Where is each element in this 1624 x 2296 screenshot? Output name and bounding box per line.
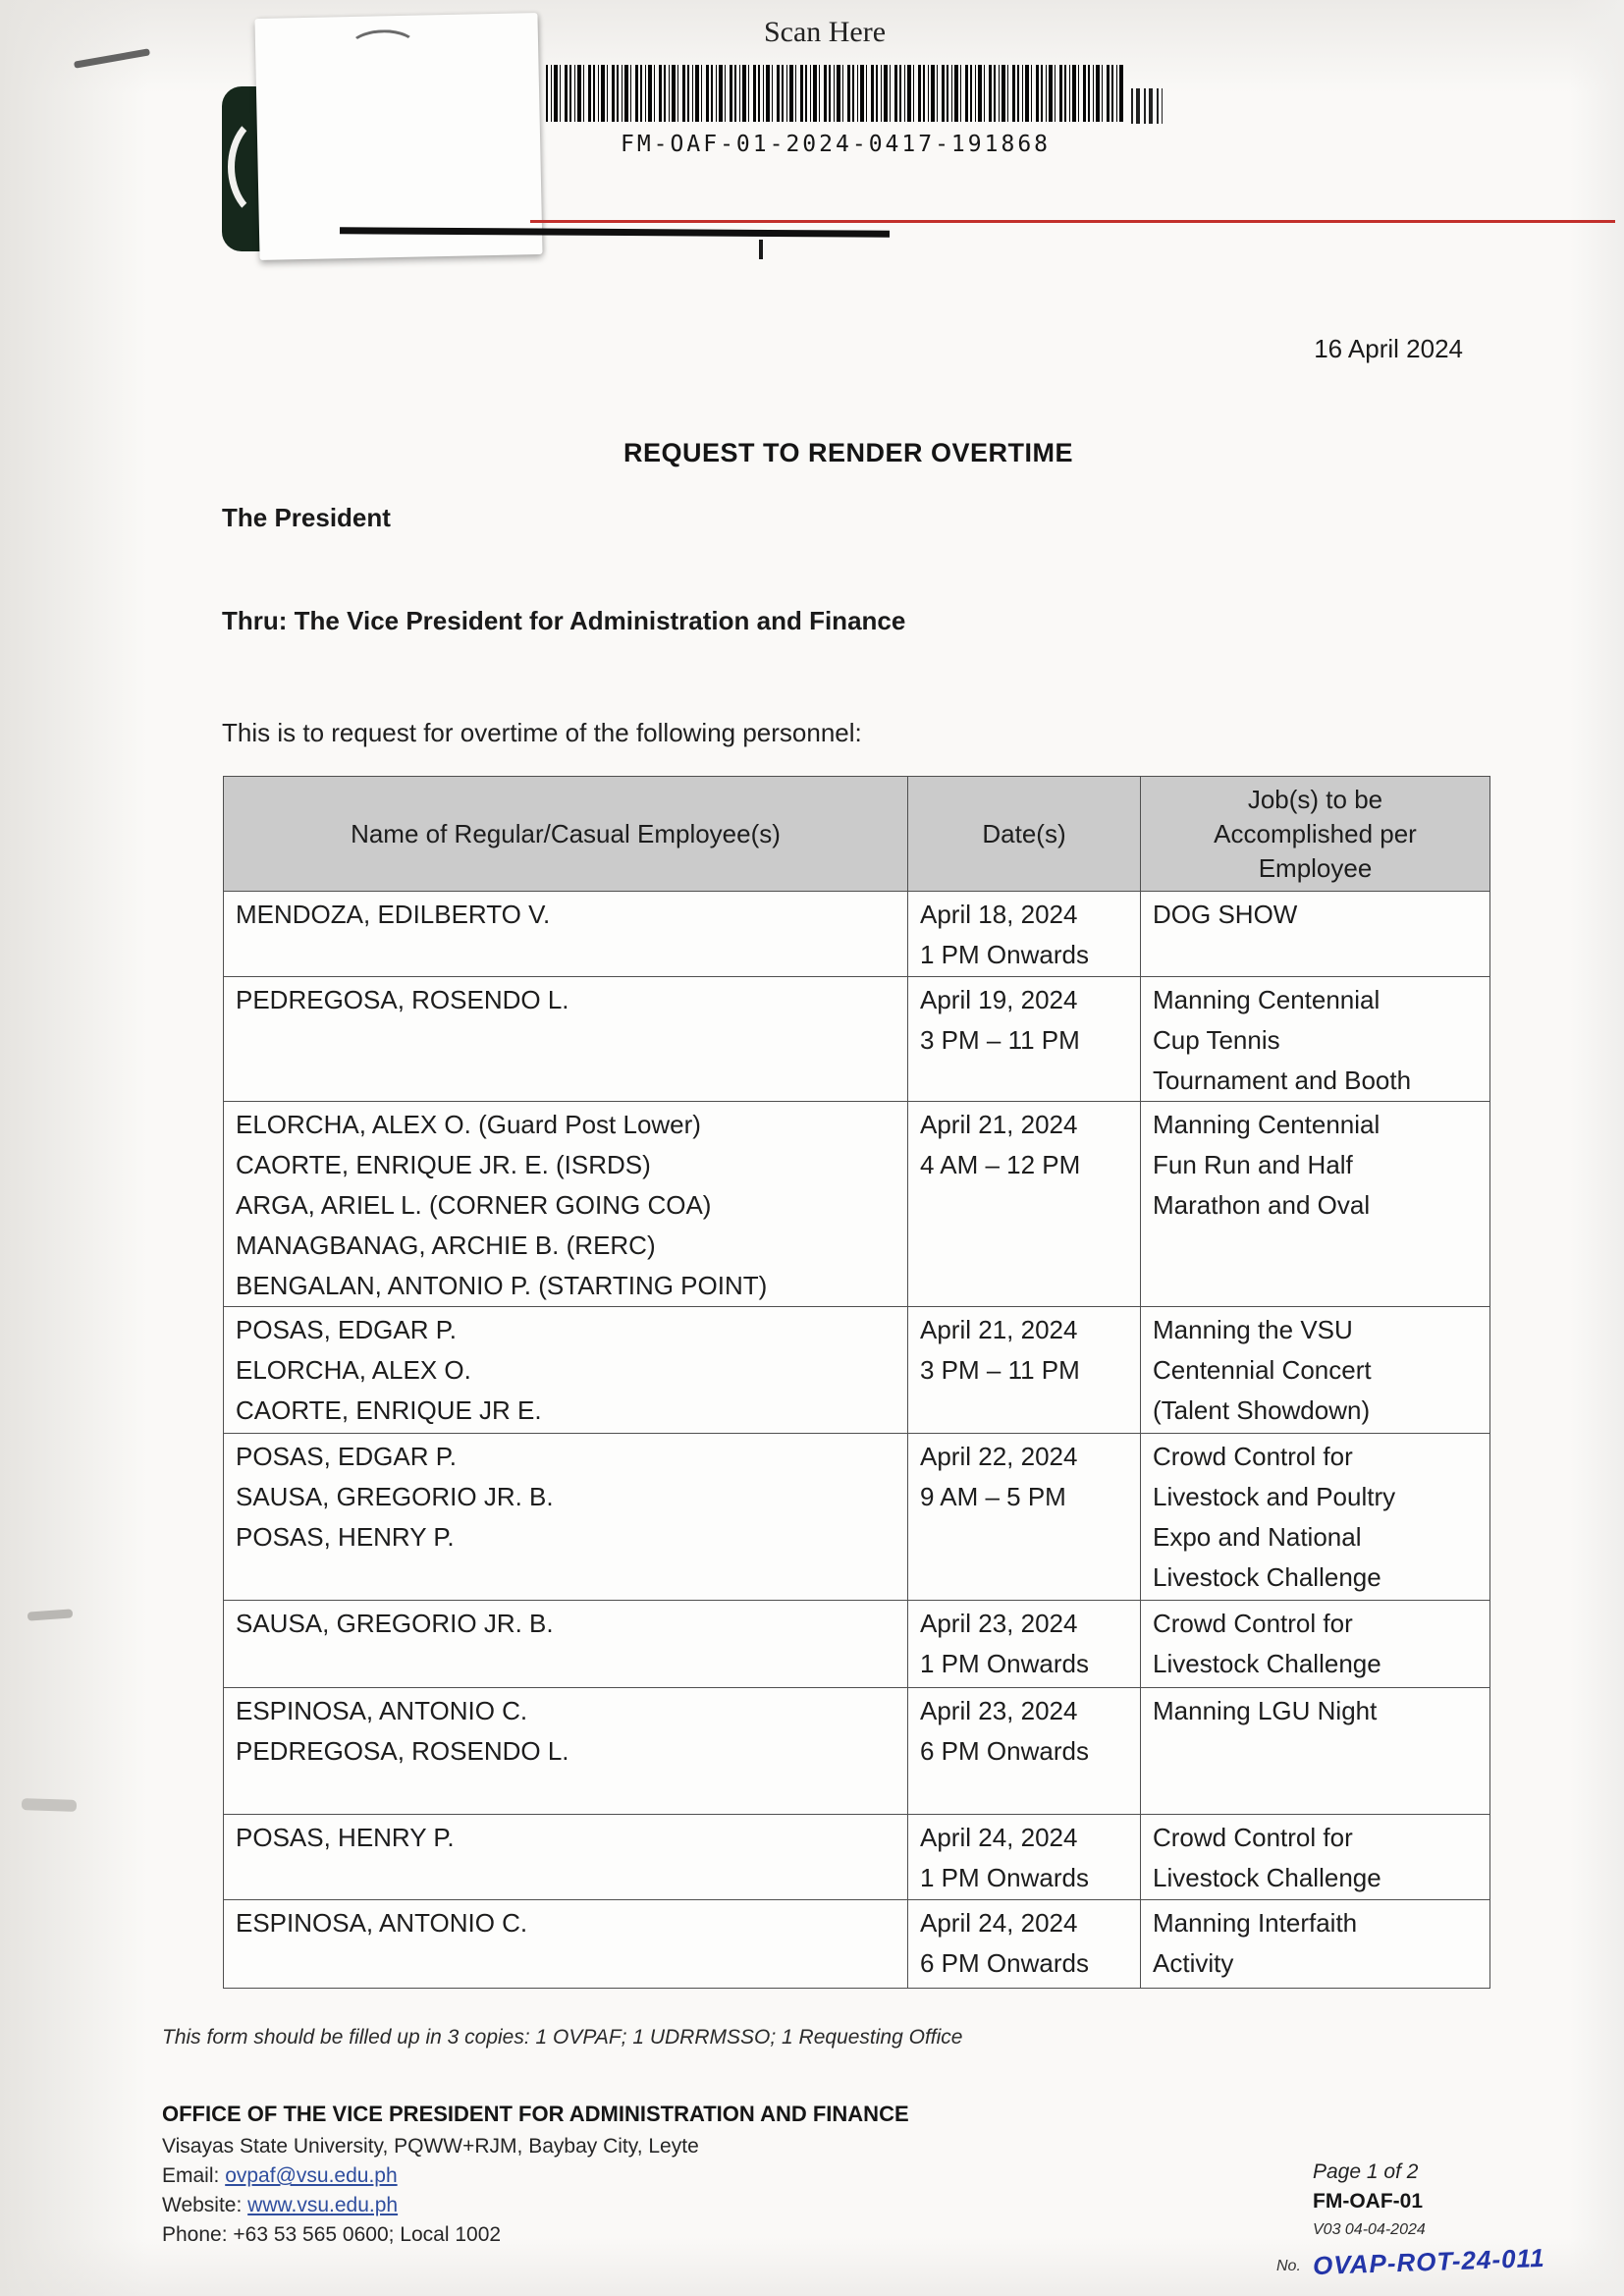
page-number: Page 1 of 2 — [1313, 2160, 1419, 2183]
letterhead-red-line — [530, 220, 1615, 223]
copies-note: This form should be filled up in 3 copies: 1 OVPAF; 1 UDRRMSSO; 1 Requesting Office — [162, 2026, 963, 2049]
names-cell: POSAS, HENRY P. — [224, 1815, 908, 1900]
jobs-cell: Crowd Control for Livestock and Poultry Expo and National Livestock Challenge — [1141, 1434, 1490, 1601]
barcode — [546, 65, 1125, 122]
names-cell: SAUSA, GREGORIO JR. B. — [224, 1601, 908, 1688]
names-cell: MENDOZA, EDILBERTO V. — [224, 892, 908, 977]
jobs-cell: Manning Centennial Fun Run and Half Marathon and Oval — [1141, 1102, 1490, 1307]
jobs-cell: Manning the VSU Centennial Concert (Talent Showdown) — [1141, 1307, 1490, 1434]
table-row — [224, 892, 1490, 977]
names-cell: POSAS, EDGAR P. ELORCHA, ALEX O. CAORTE, ENRIQUE JR E. — [224, 1307, 908, 1434]
table-row — [224, 1815, 1490, 1900]
table-row — [224, 1307, 1490, 1434]
dates-cell: April 22, 2024 9 AM – 5 PM — [908, 1434, 1141, 1601]
dates-cell: April 21, 2024 3 PM – 11 PM — [908, 1307, 1141, 1434]
office-address: Visayas State University, PQWW+RJM, Baybay City, Leyte — [162, 2135, 699, 2158]
website-label: Website: — [162, 2194, 243, 2216]
office-name: OFFICE OF THE VICE PRESIDENT FOR ADMINISTRATION AND FINANCE — [162, 2102, 909, 2126]
dates-cell: April 23, 2024 6 PM Onwards — [908, 1688, 1141, 1815]
dates-cell: April 24, 2024 1 PM Onwards — [908, 1815, 1141, 1900]
letter-date: 16 April 2024 — [1314, 334, 1463, 363]
table-row — [224, 1434, 1490, 1601]
table-row — [224, 1688, 1490, 1815]
dates-cell: April 23, 2024 1 PM Onwards — [908, 1601, 1141, 1688]
email-line — [162, 2164, 398, 2188]
table-row — [224, 1900, 1490, 1989]
email-label: Email: — [162, 2164, 220, 2187]
table-body — [224, 892, 1490, 1989]
document-number-label: No. — [1276, 2258, 1301, 2274]
names-cell: PEDREGOSA, ROSENDO L. — [224, 977, 908, 1102]
column-header: Date(s) — [908, 777, 1141, 892]
thru-line: Thru: The Vice President for Administration and Finance — [222, 606, 906, 635]
overtime-table — [223, 776, 1490, 1989]
document-title: REQUEST TO RENDER OVERTIME — [623, 438, 1074, 467]
jobs-cell: DOG SHOW — [1141, 892, 1490, 977]
dates-cell: April 18, 2024 1 PM Onwards — [908, 892, 1141, 977]
names-cell: POSAS, EDGAR P. SAUSA, GREGORIO JR. B. POSAS, HENRY P. — [224, 1434, 908, 1601]
intro-line: This is to request for overtime of the following personnel: — [222, 718, 862, 747]
names-cell: ESPINOSA, ANTONIO C. PEDREGOSA, ROSENDO L. — [224, 1688, 908, 1815]
table-row — [224, 1601, 1490, 1688]
names-cell: ESPINOSA, ANTONIO C. — [224, 1900, 908, 1989]
jobs-cell: Crowd Control for Livestock Challenge — [1141, 1815, 1490, 1900]
form-version: V03 04-04-2024 — [1313, 2221, 1426, 2238]
table-row — [224, 1102, 1490, 1307]
scan-here-label: Scan Here — [763, 16, 887, 48]
scan-smudge-artifact — [27, 1609, 74, 1620]
scan-smudge-artifact — [22, 1798, 77, 1812]
website-line — [162, 2194, 398, 2217]
dates-cell: April 19, 2024 3 PM – 11 PM — [908, 977, 1141, 1102]
website-link: www.vsu.edu.ph — [247, 2194, 399, 2216]
document-number-handwritten: OVAP-ROT-24-011 — [1312, 2242, 1546, 2281]
column-header: Job(s) to be Accomplished per Employee — [1141, 777, 1490, 892]
addressee: The President — [222, 503, 391, 532]
jobs-cell: Manning Interfaith Activity — [1141, 1900, 1490, 1989]
table-head-row — [224, 777, 1490, 892]
column-header: Name of Regular/Casual Employee(s) — [224, 777, 908, 892]
form-code: FM-OAF-01 — [1313, 2190, 1423, 2213]
dates-cell: April 24, 2024 6 PM Onwards — [908, 1900, 1141, 1989]
jobs-cell: Crowd Control for Livestock Challenge — [1141, 1601, 1490, 1688]
letterhead-tick-mark — [759, 240, 763, 259]
pen-mark-artifact — [74, 48, 150, 68]
email-link: ovpaf@vsu.edu.ph — [225, 2164, 398, 2187]
barcode-number: FM-OAF-01-2024-0417-191868 — [620, 132, 1052, 157]
phone-line: Phone: +63 53 565 0600; Local 1002 — [162, 2223, 502, 2246]
dates-cell: April 21, 2024 4 AM – 12 PM — [908, 1102, 1141, 1307]
paper-overlay-scrap — [254, 13, 542, 260]
table-row — [224, 977, 1490, 1102]
jobs-cell: Manning LGU Night — [1141, 1688, 1490, 1815]
document-number — [1276, 2242, 1546, 2281]
jobs-cell: Manning Centennial Cup Tennis Tournament and Booth — [1141, 977, 1490, 1102]
names-cell: ELORCHA, ALEX O. (Guard Post Lower) CAORTE, ENRIQUE JR. E. (ISRDS) ARGA, ARIEL L. (CORNER GOING COA) MANAGBANAG, ARCHIE B. (RERC) BENGALAN, ANTONIO P. (STARTING POINT) — [224, 1102, 908, 1307]
